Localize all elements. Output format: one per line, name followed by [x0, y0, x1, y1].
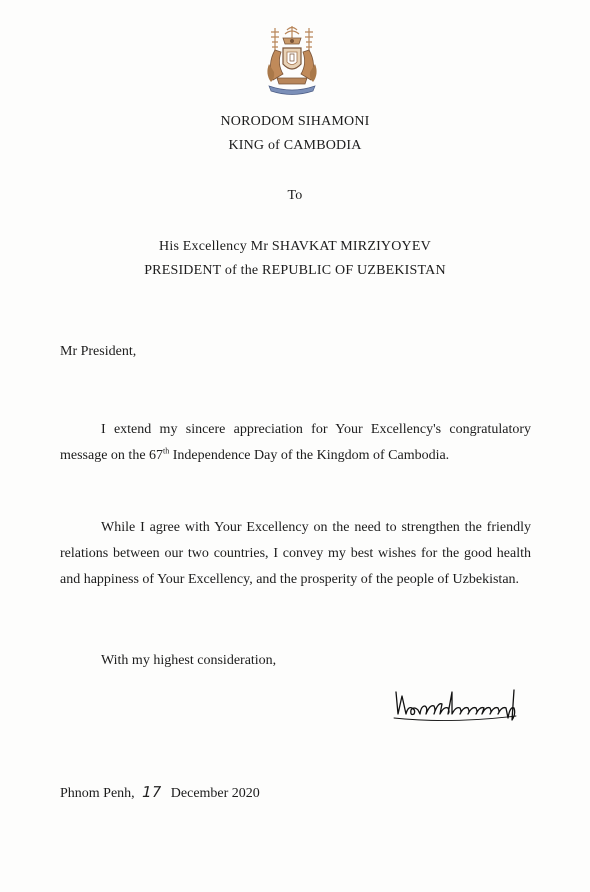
paragraph-appreciation-end: Independence Day of the Kingdom of Cambodia. [169, 448, 450, 463]
handwritten-day: 17 [140, 783, 164, 801]
salutation: Mr President, [60, 344, 137, 359]
place-and-date [60, 783, 260, 802]
recipient-name: His Excellency Mr SHAVKAT MIRZIYOYEV [159, 239, 431, 254]
royal-emblem [261, 24, 323, 96]
royal-signature [390, 684, 532, 726]
paragraph-appreciation-start: I extend my sincere appreciation for Your Excellency's congratulatory message on the 67 [60, 422, 531, 463]
recipient-title: PRESIDENT of the REPUBLIC OF UZBEKISTAN [144, 263, 446, 278]
month-year: December 2020 [170, 786, 260, 801]
sender-title: KING of CAMBODIA [228, 138, 362, 153]
paragraph-appreciation [60, 417, 531, 469]
place: Phnom Penh, [60, 786, 135, 801]
sender-name: NORODOM SIHAMONI [220, 114, 370, 129]
closing-line: With my highest consideration, [101, 653, 277, 668]
ordinal-suffix: th [163, 446, 170, 456]
to-label: To [287, 188, 303, 203]
paragraph-relations: While I agree with Your Excellency on the need to strengthen the friendly relations between our two countries, I convey my best wishes for the good health and happiness of Your Excellency, and the prosperity of the people of Uzbekistan. [60, 520, 531, 587]
